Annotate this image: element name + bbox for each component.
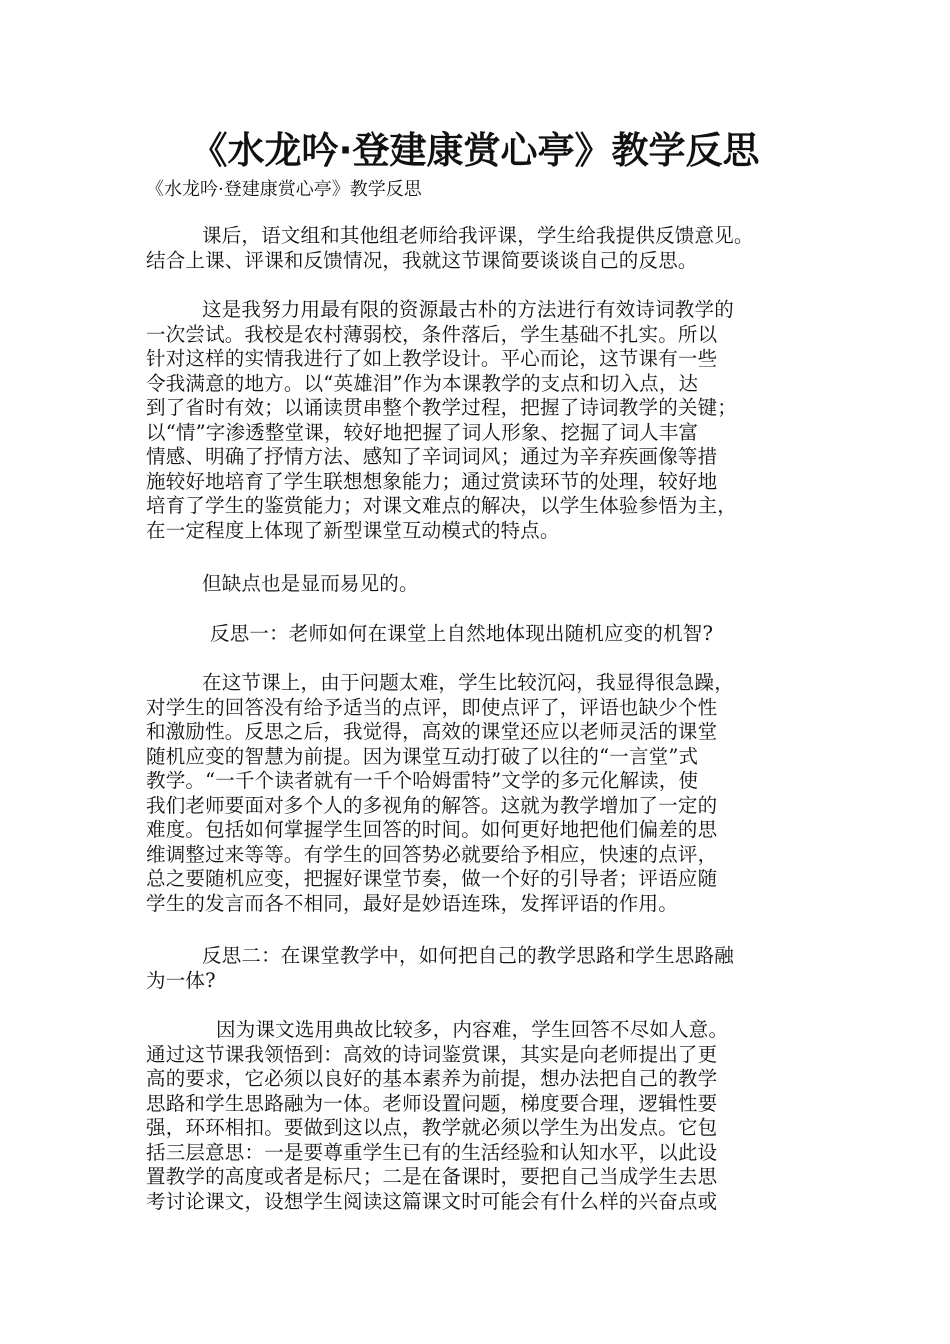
paragraph-line: 维调整过来等等。有学生的回答势必就要给予相应，快速的点评，: [146, 842, 718, 866]
paragraph-line: 培育了学生的鉴赏能力；对课文难点的解决，以学生体验参悟为主，: [146, 494, 738, 517]
paragraph-line: 对学生的回答没有给予适当的点评，即使点评了，评语也缺少个性: [146, 695, 718, 719]
paragraph-strengths: [146, 298, 826, 543]
paragraph-line: 课后，语文组和其他组老师给我评课，学生给我提供反馈意见。: [202, 224, 754, 247]
reflection-two-heading: [146, 944, 826, 993]
paragraph-line: 到了省时有效；以诵读贯串整个教学过程，把握了诗词教学的关键；: [146, 396, 738, 419]
paragraph-line: 思路和学生思路融为一体。老师设置问题，梯度要合理，逻辑性要: [146, 1091, 718, 1115]
paragraph-line: 置教学的高度或者是标尺；二是在备课时，要把自己当成学生去思: [146, 1165, 718, 1188]
paragraph-line: 反思一：老师如何在课堂上自然地体现出随机应变的机智?: [210, 622, 714, 645]
document-title: 《水龙吟·登建康赏心亭》教学反思: [190, 129, 760, 172]
paragraph-line: 随机应变的智慧为前提。因为课堂互动打破了以往的“一言堂”式: [146, 744, 699, 768]
paragraph-intro: [146, 224, 826, 273]
paragraph-line: 和激励性。反思之后，我觉得，高效的课堂还应以老师灵活的课堂: [146, 720, 718, 743]
paragraph-line: 情感、明确了抒情方法、感知了辛词词风；通过为辛弃疾画像等措: [146, 445, 718, 468]
paragraph-line: 括三层意思：一是要尊重学生已有的生活经验和认知水平，以此设: [146, 1140, 718, 1164]
paragraph-line: 教学。“一千个读者就有一千个哈姆雷特”文学的多元化解读，使: [146, 769, 699, 792]
paragraph-reflection-one: [146, 671, 826, 916]
paragraph-line: 反思二：在课堂教学中，如何把自己的教学思路和学生思路融: [202, 944, 734, 967]
paragraph-line: 难度。包括如何掌握学生回答的时间。如何更好地把他们偏差的思: [146, 818, 718, 841]
paragraph-line: 针对这样的实情我进行了如上教学设计。平心而论，这节课有一些: [146, 347, 718, 370]
document-subtitle: 《水龙吟·登建康赏心亭》教学反思: [146, 179, 422, 200]
paragraph-line: 在一定程度上体现了新型课堂互动模式的特点。: [146, 518, 560, 542]
paragraph-line: 施较好地培育了学生联想想象能力；通过赏读环节的处理，较好地: [146, 469, 718, 493]
reflection-one-heading: [146, 622, 826, 647]
paragraph-line: 通过这节课我领悟到：高效的诗词鉴赏课，其实是向老师提出了更: [146, 1042, 718, 1066]
paragraph-line: 高的要求，它必须以良好的基本素养为前提，想办法把自己的教学: [146, 1067, 718, 1090]
paragraph-line: 但缺点也是显而易见的。: [202, 572, 419, 595]
paragraph-line: 强，环环相扣。要做到这以点，教学就必须以学生为出发点。它包: [146, 1116, 718, 1139]
paragraph-line: 结合上课、评课和反馈情况，我就这节课简要谈谈自己的反思。: [146, 248, 698, 272]
paragraph-shortcomings: [146, 572, 826, 597]
paragraph-line: 我们老师要面对多个人的多视角的解答。这就为教学增加了一定的: [146, 793, 718, 817]
paragraph-line: 这是我努力用最有限的资源最古朴的方法进行有效诗词教学的: [202, 298, 734, 321]
paragraph-line: 在这节课上，由于问题太难，学生比较沉闷，我显得很急躁，: [202, 671, 734, 694]
paragraph-line: 学生的发言而各不相同，最好是妙语连珠，发挥评语的作用。: [146, 891, 678, 915]
paragraph-line: 因为课文选用典故比较多，内容难，学生回答不尽如人意。: [216, 1018, 729, 1041]
paragraph-line: 考讨论课文，设想学生阅读这篇课文时可能会有什么样的兴奋点或: [146, 1189, 718, 1213]
paragraph-reflection-two: [146, 1018, 826, 1214]
paragraph-line: 以“情”字渗透整堂课，较好地把握了词人形象、挖掘了词人丰富: [146, 420, 699, 444]
paragraph-line: 为一体?: [146, 968, 216, 992]
paragraph-line: 一次尝试。我校是农村薄弱校，条件落后，学生基础不扎实。所以: [146, 322, 718, 346]
paragraph-line: 总之要随机应变，把握好课堂节奏，做一个好的引导者；评语应随: [146, 867, 718, 890]
paragraph-line: 令我满意的地方。以“英雄泪”作为本课教学的支点和切入点，达: [146, 371, 699, 395]
